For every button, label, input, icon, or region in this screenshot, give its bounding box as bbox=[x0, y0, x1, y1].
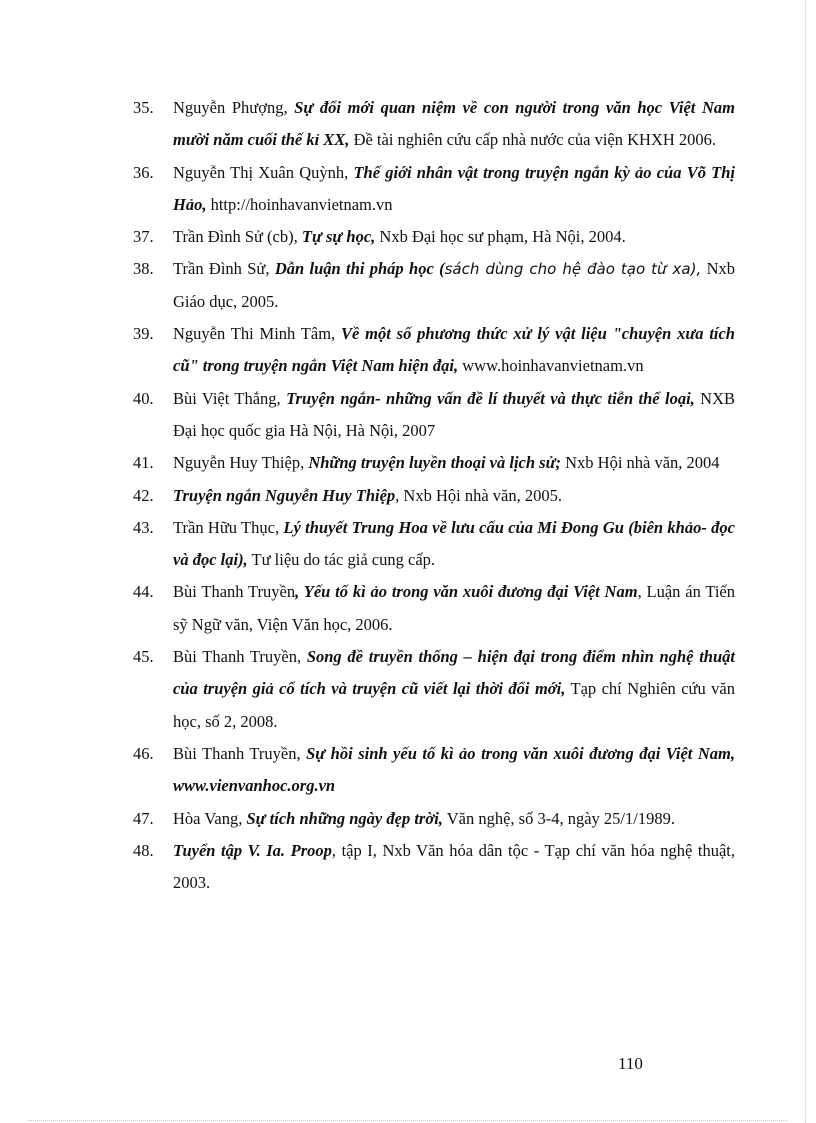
reference-title: Tự sự học, bbox=[301, 227, 376, 247]
reference-item bbox=[133, 92, 735, 157]
reference-list bbox=[133, 92, 735, 899]
reference-text: Bùi Thanh Truyền bbox=[173, 582, 296, 602]
reference-text: Tạp chí Nghiên cứu văn học, số 2, 2008. bbox=[173, 679, 735, 731]
reference-text: Tư liệu do tác giả cung cấp. bbox=[247, 550, 436, 570]
reference-title: Thế giới nhân vật trong truyện ngắn kỳ ảo của Võ Thị Hảo, bbox=[173, 162, 735, 214]
reference-item bbox=[133, 318, 735, 383]
reference-title: Sự hồi sinh yếu tố kì ảo trong văn xuôi đương đại Việt Nam, www.vienvanhoc.org.vn bbox=[173, 743, 736, 796]
reference-title: Sự đổi mới quan niệm về con người trong văn học Việt Nam mười năm cuối thế kỉ XX, bbox=[173, 98, 735, 150]
reference-title: Lý thuyết Trung Hoa về lưu cấu của Mi Đong Gu (biên khảo- đọc và đọc lại), bbox=[173, 517, 736, 570]
reference-item bbox=[133, 383, 735, 448]
reference-item bbox=[133, 253, 735, 318]
reference-text: Nxb Giáo dục, 2005. bbox=[173, 259, 735, 311]
page-right-border bbox=[805, 0, 806, 1123]
reference-item bbox=[133, 480, 735, 512]
reference-number: 41. bbox=[133, 453, 154, 473]
reference-title: Truyện ngắn Nguyễn Huy Thiệp bbox=[173, 485, 396, 505]
reference-number: 44. bbox=[133, 582, 154, 602]
reference-text: Bùi Thanh Truyền, bbox=[173, 647, 307, 667]
reference-item bbox=[133, 221, 735, 253]
reference-text: , Luận án Tiến sỹ Ngữ văn, Viện Văn học, 2006. bbox=[173, 582, 735, 634]
reference-number: 47. bbox=[133, 808, 154, 828]
reference-text: Nguyễn Huy Thiệp, bbox=[173, 453, 309, 473]
reference-item bbox=[133, 512, 735, 577]
reference-text: , tập I, Nxb Văn hóa dân tộc - Tạp chí văn hóa nghệ thuật, 2003. bbox=[173, 840, 735, 893]
reference-number: 38. bbox=[133, 259, 154, 279]
reference-item bbox=[133, 835, 735, 900]
reference-title: Truyện ngắn- những vấn đề lí thuyết và thực tiễn thể loại, bbox=[286, 388, 695, 408]
reference-title: Những truyện luyền thoại và lịch sử; bbox=[308, 453, 561, 473]
reference-number: 35. bbox=[133, 98, 154, 117]
reference-text: Nguyễn Phượng, bbox=[173, 98, 295, 117]
reference-item bbox=[133, 738, 735, 803]
reference-text: Trần Đình Sử (cb), bbox=[173, 227, 302, 247]
reference-number: 43. bbox=[133, 517, 154, 537]
reference-text: Bùi Việt Thắng, bbox=[173, 388, 287, 408]
reference-item bbox=[133, 576, 735, 641]
reference-number: 37. bbox=[133, 227, 154, 247]
reference-number: 42. bbox=[133, 485, 154, 505]
reference-text: , Nxb Hội nhà văn, 2005. bbox=[395, 485, 562, 505]
reference-item bbox=[133, 447, 735, 479]
reference-number: 40. bbox=[133, 388, 154, 408]
reference-item bbox=[133, 157, 735, 222]
reference-title: Về một số phương thức xử lý vật liệu "chuyện xưa tích cũ" trong truyện ngắn Việt Nam hiện đại, bbox=[173, 324, 735, 376]
reference-text: Bùi Thanh Truyền, bbox=[173, 743, 307, 763]
reference-text: sách dùng cho hệ đào tạo từ xa), bbox=[444, 260, 702, 279]
reference-number: 46. bbox=[133, 743, 154, 763]
reference-text: Đề tài nghiên cứu cấp nhà nước của viện KHXH 2006. bbox=[349, 130, 717, 150]
reference-text: Nguyễn Thị Xuân Quỳnh, bbox=[173, 162, 354, 182]
reference-number: 48. bbox=[133, 840, 154, 860]
reference-title: Song đề truyền thống – hiện đại trong điểm nhìn nghệ thuật của truyện giả cổ tích và truyện cũ viết lại thời đổi mới, bbox=[173, 647, 735, 699]
reference-title: Sự tích những ngày đẹp trời, bbox=[246, 808, 443, 828]
page-bottom-border bbox=[28, 1120, 788, 1121]
reference-text: Trần Đình Sử, bbox=[173, 259, 275, 279]
reference-number: 36. bbox=[133, 162, 154, 182]
reference-text: Hòa Vang, bbox=[173, 808, 247, 828]
reference-text: Văn nghệ, số 3-4, ngày 25/1/1989. bbox=[442, 808, 675, 828]
reference-item bbox=[133, 803, 735, 835]
reference-title: Dẫn luận thi pháp học ( bbox=[274, 259, 445, 279]
reference-number: 45. bbox=[133, 647, 154, 667]
reference-text: Nxb Hội nhà văn, 2004 bbox=[560, 453, 720, 473]
reference-text: Nxb Đại học sư phạm, Hà Nội, 2004. bbox=[375, 227, 626, 247]
reference-number: 39. bbox=[133, 324, 154, 344]
reference-text: Trần Hữu Thục, bbox=[173, 517, 284, 537]
reference-text: www.hoinhavanvietnam.vn bbox=[458, 356, 644, 376]
reference-item bbox=[133, 641, 735, 738]
reference-text: Nguyễn Thi Minh Tâm, bbox=[173, 324, 342, 344]
reference-text: NXB Đại học quốc gia Hà Nội, Hà Nội, 2007 bbox=[173, 388, 736, 440]
reference-title: Tuyển tập V. Ia. Proop bbox=[173, 840, 332, 860]
page-number: 110 bbox=[618, 1054, 643, 1073]
reference-title: , Yếu tố kì ảo trong văn xuôi đương đại Việt Nam bbox=[295, 582, 638, 602]
reference-text: http://hoinhavanvietnam.vn bbox=[206, 194, 393, 214]
